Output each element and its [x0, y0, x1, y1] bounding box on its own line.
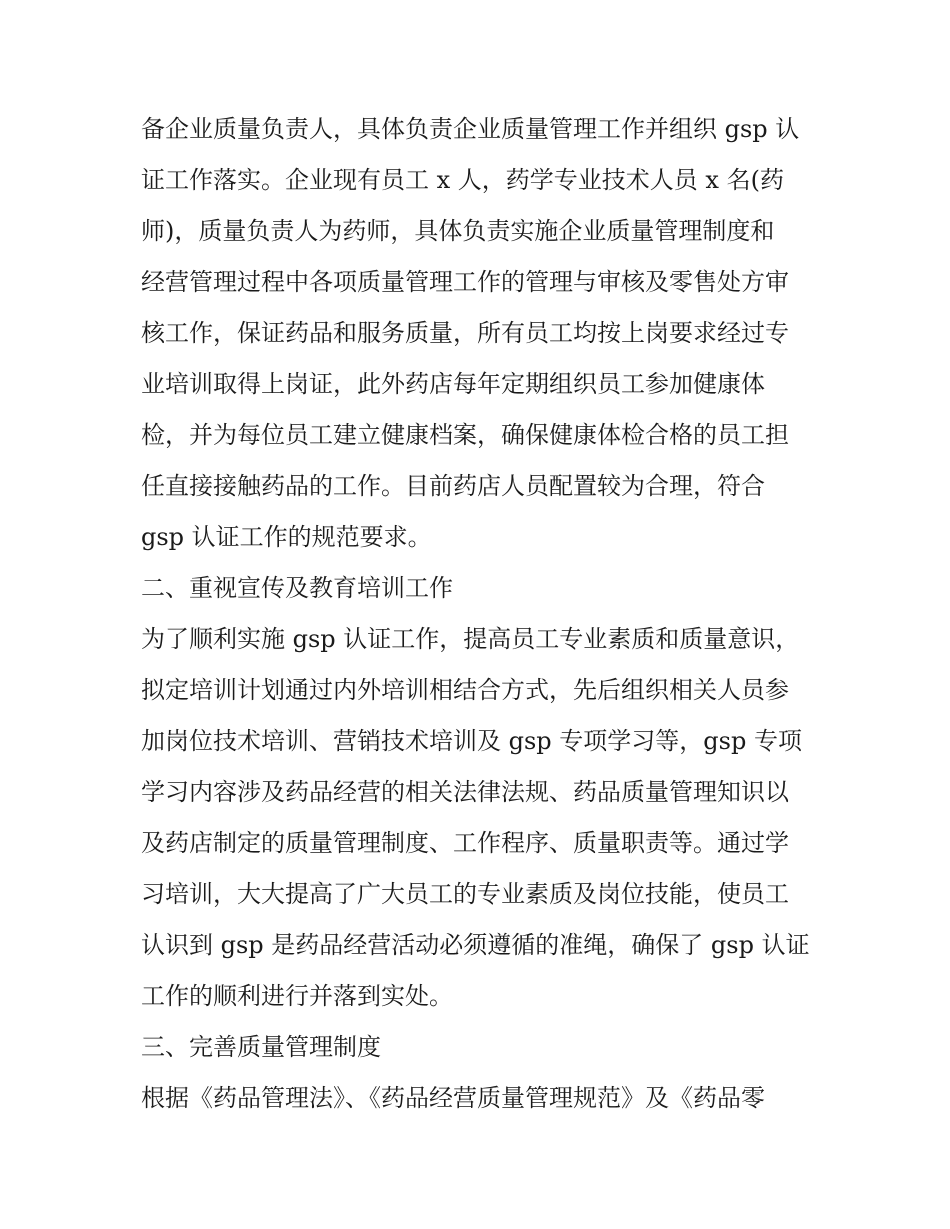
text-line: 证工作落实。企业现有员工 x 人，药学专业技术人员 x 名(药 — [141, 166, 784, 194]
text-line: 拟定培训计划通过内外培训相结合方式，先后组织相关人员参 — [141, 676, 789, 704]
text-line: gsp 认证工作的规范要求。 — [141, 523, 432, 551]
section-heading: 三、完善质量管理制度 — [141, 1033, 381, 1061]
text-line: 业培训取得上岗证，此外药店每年定期组织员工参加健康体 — [141, 370, 765, 398]
text-line: 核工作，保证药品和服务质量，所有员工均按上岗要求经过专 — [141, 319, 789, 347]
text-line: 任直接接触药品的工作。目前药店人员配置较为合理，符合 — [141, 472, 765, 500]
text-line: 师)，质量负责人为药师，具体负责实施企业质量管理制度和 — [141, 217, 775, 245]
text-line: 检，并为每位员工建立健康档案，确保健康体检合格的员工担 — [141, 421, 789, 449]
text-line: 经营管理过程中各项质量管理工作的管理与审核及零售处方审 — [141, 268, 789, 296]
text-line: 习培训，大大提高了广大员工的专业素质及岗位技能，使员工 — [141, 880, 789, 908]
text-line: 为了顺利实施 gsp 认证工作，提高员工专业素质和质量意识， — [141, 625, 800, 653]
text-line: 加岗位技术培训、营销技术培训及 gsp 专项学习等，gsp 专项 — [141, 727, 802, 755]
section-heading: 二、重视宣传及教育培训工作 — [141, 574, 453, 602]
text-line: 根据《药品管理法》、《药品经营质量管理规范》及《药品零 — [141, 1084, 765, 1112]
text-line: 学习内容涉及药品经营的相关法律法规、药品质量管理知识以 — [141, 778, 789, 806]
text-line: 认识到 gsp 是药品经营活动必须遵循的准绳，确保了 gsp 认证 — [141, 931, 810, 959]
text-line: 备企业质量负责人，具体负责企业质量管理工作并组织 gsp 认 — [141, 115, 800, 143]
text-line: 及药店制定的质量管理制度、工作程序、质量职责等。通过学 — [141, 829, 789, 857]
text-line: 工作的顺利进行并落到实处。 — [141, 982, 453, 1010]
